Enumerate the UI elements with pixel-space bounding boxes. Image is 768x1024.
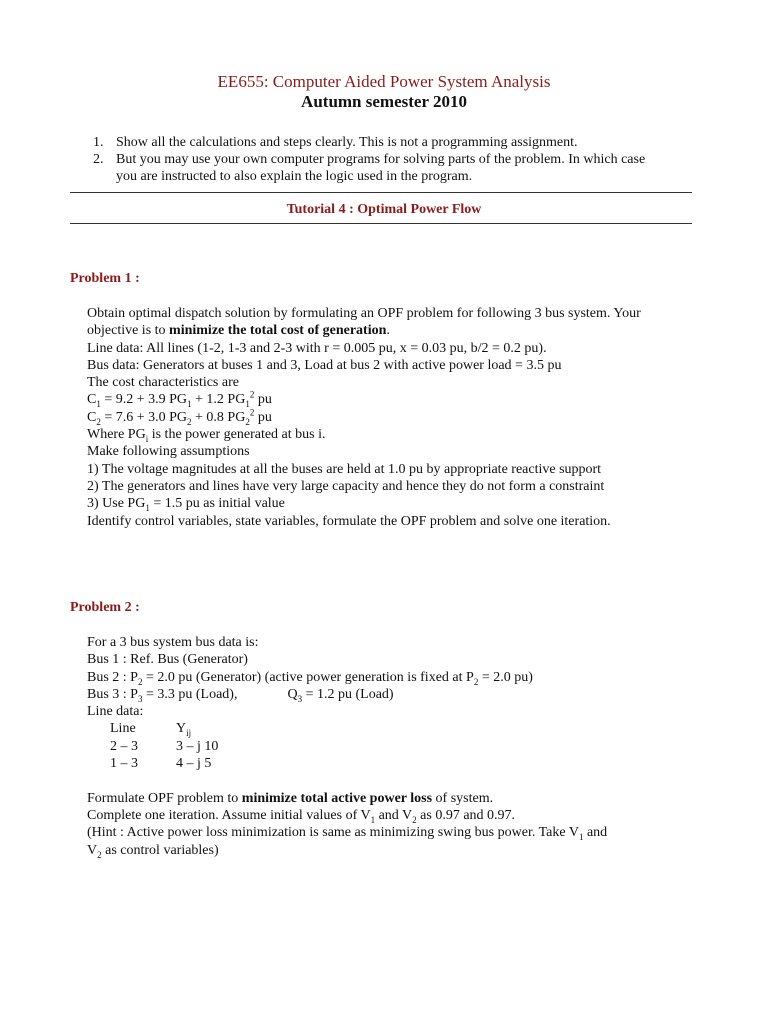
assumption-2: 2) The generators and lines have very large capacity and hence they do not form a constraint bbox=[87, 478, 605, 494]
intro-text: For a 3 bus system bus data is: bbox=[87, 635, 259, 650]
problem2-body bbox=[87, 634, 707, 859]
table-row: 2 – 3 3 – j 10 bbox=[110, 738, 219, 754]
emphasis-text: minimize total active power loss bbox=[241, 790, 433, 806]
column-header-line: Line bbox=[110, 721, 136, 737]
instruction-text: But you may use your own computer programs for solving parts of the problem. In which case you are instructed to also explain the logic used in the program. bbox=[116, 152, 646, 184]
instructions-list bbox=[0, 134, 768, 188]
bus-data-text: Bus data: Generators at buses 1 and 3, Load at bus 2 with active power load = 3.5 pu bbox=[87, 357, 562, 373]
table-header bbox=[87, 720, 707, 737]
where-text: Where $PG_i$ is the power generated at bus i. bbox=[87, 427, 326, 444]
assumptions-intro: Make following assumptions bbox=[87, 444, 250, 460]
cost-intro: The cost characteristics are bbox=[87, 375, 239, 391]
formulate-text: Formulate OPF problem to minimize total active power loss of system. bbox=[87, 790, 494, 806]
line-data-label: Line data: bbox=[87, 704, 144, 720]
problem1-heading: Problem 1 : bbox=[70, 271, 140, 286]
instruction-number: 2. bbox=[93, 152, 104, 167]
iteration-text: Complete one iteration. Assume initial values of $V_1$ and $V_2$ as 0.97 and 0.97. bbox=[87, 807, 516, 825]
instruction-number: 1. bbox=[93, 135, 104, 150]
assumption-3: 3) Use $PG_1 = 1.5$ pu as initial value bbox=[87, 496, 285, 514]
semester-subtitle: Autumn semester 2010 bbox=[301, 92, 467, 111]
bus1-text: Bus 1 : Ref. Bus (Generator) bbox=[87, 652, 248, 668]
tutorial-title: Tutorial 4 : Optimal Power Flow bbox=[286, 202, 482, 217]
bus2-text: Bus 2 : $P_2 = 2.0$ pu (Generator) (active power generation is fixed at $P_2 = 2.0$ pu) bbox=[87, 669, 533, 687]
task-text: Identify control variables, state variables, formulate the OPF problem and solve one iteration. bbox=[87, 513, 611, 529]
emphasis-text: minimize the total cost of generation bbox=[169, 323, 387, 339]
problem1-body bbox=[87, 305, 707, 530]
table-row: 1 – 3 4 – j 5 bbox=[110, 756, 212, 772]
course-title: EE655: Computer Aided Power System Analysis bbox=[217, 72, 551, 91]
column-header-y: $Y_{ij}$ bbox=[176, 721, 192, 739]
cost-equation-2: $C_2 = 7.6 + 3.0$ $PG_2 + 0.8$ $PG_2^2$ pu bbox=[87, 407, 272, 427]
assumption-1: 1) The voltage magnitudes at all the buses are held at 1.0 pu by appropriate reactive support bbox=[87, 461, 602, 477]
text-line: Obtain optimal dispatch solution by formulating an OPF problem for following 3 bus system. Your bbox=[87, 306, 641, 321]
hint-line-1: (Hint : Active power loss minimization is same as minimizing swing bus power. Take $V_1$ and bbox=[87, 825, 608, 843]
cost-equation-1: $C_1 = 9.2 + 3.9$ $PG_1 + 1.2$ $PG_1^2$ pu bbox=[87, 389, 272, 410]
problem2-heading: Problem 2 : bbox=[70, 600, 140, 615]
line-data-text: Line data: All lines (1-2, 1-3 and 2-3 with r = 0.005 pu, x = 0.03 pu, b/2 = 0.2 pu). bbox=[87, 340, 547, 356]
spacer bbox=[87, 772, 707, 789]
divider-bottom bbox=[70, 223, 692, 224]
hint-line-2: $V_2$ as control variables) bbox=[87, 842, 219, 860]
instruction-text: Show all the calculations and steps clearly. This is not a programming assignment. bbox=[116, 135, 578, 150]
text-line: objective is to minimize the total cost of generation. bbox=[87, 323, 390, 339]
divider-top bbox=[70, 192, 692, 193]
bus3-text: Bus 3 : $P_3 = 3.3$ pu (Load), $Q_3 = 1.2$ pu (Load) bbox=[87, 686, 394, 704]
